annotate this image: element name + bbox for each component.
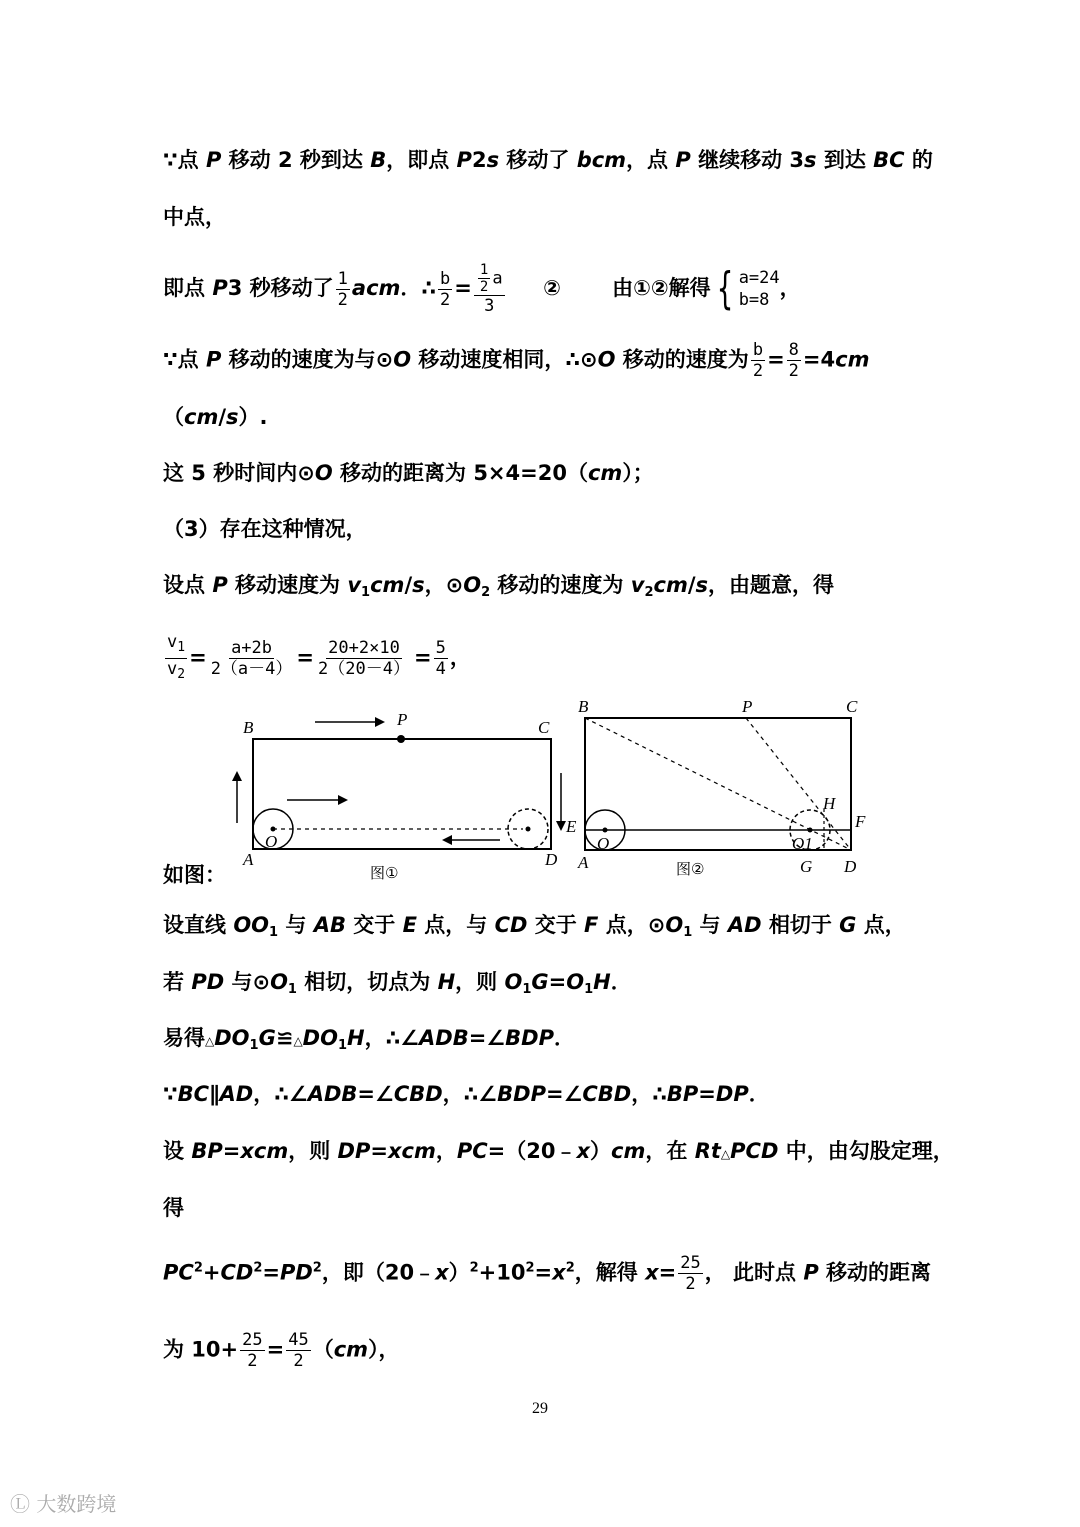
text-line-13: 易得$\triangle DO_1G≌\triangle DO_1H$，∴∠ADB=∠BDP．	[163, 1026, 576, 1053]
fig2-label-f: F	[855, 812, 866, 831]
fig2-label-h: H	[823, 794, 836, 813]
text-line-10: 如图：	[163, 863, 226, 887]
fig1-label-a: A	[243, 850, 254, 869]
text-line-2: 中点，	[163, 205, 226, 229]
text-line-12: 若 PD 与$⊙O_1$ 相切，切点为 H，则 $O_1G=O_1H$．	[163, 970, 632, 997]
fig1-caption: 图①	[370, 864, 399, 882]
fig2-label-e: E	[566, 817, 577, 836]
text-line-1: ∵点 P 移动 2 秒到达 B，即点 P2s 移动了 bcm，点 P 继续移动 3s 到达 BC 的	[163, 148, 933, 172]
text-line-16: 得	[163, 1196, 184, 1220]
text-line-3: 即点 P3 秒移动了 $\frac{1}{2}$ acm．∴ $\frac{b}{2}$ = $\frac{1}{2}$ a 3 ② 由①②解得 { a=24 b=8 ，	[163, 262, 801, 316]
page-number: 29	[532, 1400, 548, 1417]
text-line-14: ∵BC∥AD，∴∠ADB=∠CBD，∴∠BDP=∠CBD，∴BP=DP．	[163, 1082, 770, 1106]
fig1-label-d: D	[545, 850, 558, 869]
fig2-label-p: P	[742, 697, 753, 716]
fig1-label-b: B	[243, 718, 254, 737]
fig2-label-c: C	[846, 697, 858, 716]
text-line-7: （3）存在这种情况，	[163, 517, 367, 541]
text-line-9: $\frac{v_1}{v_2}$ = $\frac{a+2b}{2(a-4)}$ = $\frac{20+2\times 10}{2(20-4)}$ = $\frac{5}{4}$ ，	[167, 632, 471, 682]
text-line-18: 为 10+ $\frac{25}{2}$ = $\frac{45}{2}$ （cm），	[163, 1330, 400, 1371]
fig2-label-d: D	[844, 857, 857, 876]
text-line-11: 设直线 $OO_1$ 与 AB 交于 E 点，与 CD 交于 F 点，$⊙O_1$ 与 AD 相切于 G 点，	[163, 913, 906, 940]
fig1-label-p: P	[397, 710, 408, 729]
figure-2	[560, 692, 880, 882]
text-line-17: $PC^2+CD^2=PD^2$，即$(20﹣x)^2+10^2=x^2$，解得 x= $\frac{25}{2}$ ， 此时点 P 移动的距离	[163, 1253, 932, 1294]
figure-1	[225, 705, 575, 890]
fig2-label-a: A	[578, 853, 589, 872]
text-line-6: 这 5 秒时间内⊙O 移动的距离为 5×4=20（cm）；	[163, 461, 654, 485]
text-line-5: （cm/s）.	[163, 405, 268, 429]
fig2-label-g: G	[800, 857, 813, 876]
fig1-label-o: O	[265, 832, 278, 851]
text-line-4: ∵点 P 移动的速度为与⊙O 移动速度相同，∴⊙O 移动的速度为 $\frac{b}{2}$ = $\frac{8}{2}$ =4cm	[163, 340, 870, 381]
watermark: Ⓛ 大数跨境	[10, 1492, 117, 1516]
fig1-label-c: C	[538, 718, 550, 737]
fig2-label-o1: O1	[792, 834, 813, 853]
fig2-caption: 图②	[676, 860, 705, 878]
fig2-label-b: B	[578, 697, 589, 716]
text-line-15: 设 BP=xcm，则 DP=xcm，PC=（20﹣x）cm，在 Rt△PCD 中，由勾股定理，	[163, 1139, 954, 1163]
fig2-label-o: O	[597, 834, 610, 853]
text-line-8: 设点 P 移动速度为 $v_1cm/s$，$⊙O_2$ 移动的速度为 $v_2cm/s$，由题意，得	[163, 573, 835, 600]
